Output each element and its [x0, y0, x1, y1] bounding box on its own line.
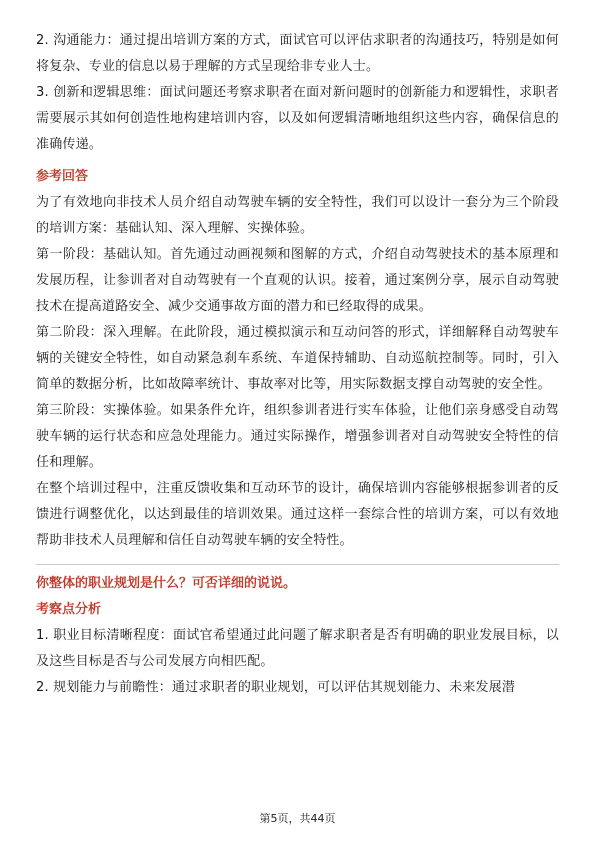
answer-paragraph-summary: 在整个培训过程中，注重反馈收集和互动环节的设计，确保培训内容能够根据参训者的反馈进行调整优化，以达到最佳的培训效果。通过这样一套综合性的培训方案，可以有效地帮助非技术人员理解和信任自动驾驶车辆的安全特性。 — [36, 481, 559, 548]
analysis-heading: 考察点分析 — [36, 602, 102, 617]
answer-paragraph-intro: 为了有效地向非技术人员介绍自动驾驶车辆的安全特性，我们可以设计一套分为三个阶段的培训方案：基础认知、深入理解、实操体验。 — [36, 195, 559, 236]
answer-paragraph-stage-1: 第一阶段：基础认知。首先通过动画视频和图解的方式，介绍自动驾驶技术的基本原理和发展历程，让参训者对自动驾驶有一个直观的认识。接着，通过案例分享，展示自动驾驶技术在提高道路安全、减少交通事故方面的潜力和已经取得的成果。 — [36, 247, 559, 314]
answer-paragraph-stage-3: 第三阶段：实操体验。如果条件允许，组织参训者进行实车体验，让他们亲身感受自动驾驶车辆的运行状态和应急处理能力。通过实际操作，增强参训者对自动驾驶安全特性的信任和理解。 — [36, 403, 559, 470]
point-communication: 2. 沟通能力：通过提出培训方案的方式，面试官可以评估求职者的沟通技巧，特别是如何将复杂、专业的信息以易于理解的方式呈现给非专业人士。 — [36, 33, 559, 74]
page-footer: 第5页，共44页 — [259, 812, 336, 825]
reference-answer-heading: 参考回答 — [36, 169, 89, 184]
answer-paragraph-stage-2: 第二阶段：深入理解。在此阶段，通过模拟演示和互动问答的形式，详细解释自动驾驶车辆的关键安全特性，如自动紧急刹车系统、车道保持辅助、自动巡航控制等。同时，引入简单的数据分析，比如故障率统计、事故率对比等，用实际数据支撑自动驾驶的安全性。 — [36, 325, 559, 392]
point-planning-ability: 2. 规划能力与前瞻性：通过求职者的职业规划，可以评估其规划能力、未来发展潜 — [36, 680, 516, 695]
point-innovation-logic: 3. 创新和逻辑思维：面试问题还考察求职者在面对新问题时的创新能力和逻辑性，求职者需要展示其如何创造性地构建培训内容，以及如何逻辑清晰地组织这些内容，确保信息的准确传递。 — [36, 85, 559, 152]
section-divider — [36, 564, 559, 565]
point-career-goal: 1. 职业目标清晰程度：面试官希望通过此问题了解求职者是否有明确的职业发展目标，以及这些目标是否与公司发展方向相匹配。 — [36, 628, 559, 669]
page-content — [36, 28, 559, 701]
question-title: 你整体的职业规划是什么？可否详细的说说。 — [36, 576, 297, 591]
